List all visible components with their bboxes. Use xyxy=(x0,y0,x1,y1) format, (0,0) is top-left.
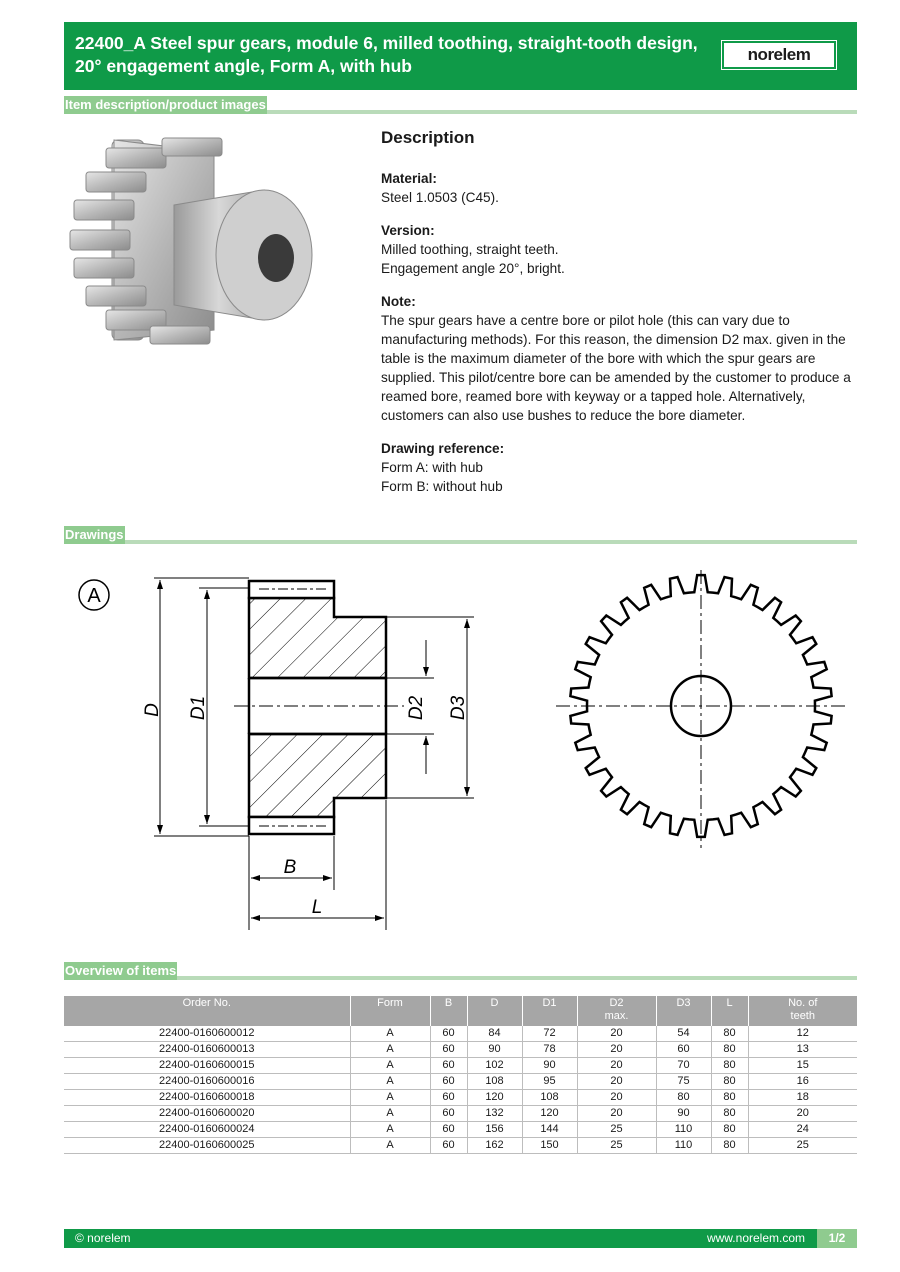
front-view xyxy=(556,570,846,848)
table-cell: 70 xyxy=(656,1058,711,1074)
table-cell: 60 xyxy=(430,1138,467,1154)
table-cell: 72 xyxy=(522,1026,577,1042)
table-row xyxy=(64,1138,857,1154)
table-cell: 25 xyxy=(748,1138,857,1154)
table-body xyxy=(64,1026,857,1154)
column-header: No. of teeth xyxy=(748,996,857,1026)
spur-gear-image xyxy=(64,130,329,350)
table-cell: A xyxy=(350,1090,430,1106)
table-cell: A xyxy=(350,1058,430,1074)
section-label: Overview of items xyxy=(65,963,177,978)
page-header xyxy=(64,22,857,90)
section-view xyxy=(234,581,404,834)
items-table xyxy=(64,996,857,1154)
table-row xyxy=(64,1042,857,1058)
version-block xyxy=(381,221,859,278)
section-item-description xyxy=(64,92,857,114)
table-cell: 22400-0160600016 xyxy=(64,1074,350,1090)
table-cell: 22400-0160600012 xyxy=(64,1026,350,1042)
dim-b-label: B xyxy=(283,857,297,878)
material-heading: Material: xyxy=(381,171,437,186)
table-cell: 15 xyxy=(748,1058,857,1074)
copyright: © norelem xyxy=(75,1231,131,1245)
table-cell: 156 xyxy=(467,1122,522,1138)
table-cell: 18 xyxy=(748,1090,857,1106)
version-line-1: Milled toothing, straight teeth. xyxy=(381,242,559,257)
table-cell: 13 xyxy=(748,1042,857,1058)
table-cell: 80 xyxy=(711,1058,748,1074)
table-cell: 54 xyxy=(656,1026,711,1042)
drawing-reference-line-2: Form B: without hub xyxy=(381,479,503,494)
table-cell: 22400-0160600018 xyxy=(64,1090,350,1106)
table-cell: 108 xyxy=(467,1074,522,1090)
table-cell: 120 xyxy=(522,1106,577,1122)
table-cell: 25 xyxy=(577,1138,656,1154)
table-cell: 84 xyxy=(467,1026,522,1042)
table-cell: 24 xyxy=(748,1122,857,1138)
table-row xyxy=(64,1026,857,1042)
note-block xyxy=(381,292,859,425)
column-header: D3 xyxy=(656,996,711,1026)
table-cell: 20 xyxy=(577,1058,656,1074)
description-panel xyxy=(381,128,859,510)
table-cell: 22400-0160600024 xyxy=(64,1122,350,1138)
table-cell: A xyxy=(350,1122,430,1138)
page-footer xyxy=(64,1229,857,1248)
table-cell: 60 xyxy=(430,1074,467,1090)
dim-l-label: L xyxy=(311,897,323,918)
table-cell: 20 xyxy=(577,1074,656,1090)
table-cell: 60 xyxy=(430,1058,467,1074)
table-cell: 95 xyxy=(522,1074,577,1090)
table-cell: 60 xyxy=(430,1090,467,1106)
table-cell: 80 xyxy=(711,1090,748,1106)
table-cell: 80 xyxy=(656,1090,711,1106)
table-cell: 75 xyxy=(656,1074,711,1090)
dim-d1-label: D1 xyxy=(188,695,209,721)
form-a-marker xyxy=(79,580,109,610)
norelem-logo xyxy=(721,40,837,70)
table-cell: 25 xyxy=(577,1122,656,1138)
material-text: Steel 1.0503 (C45). xyxy=(381,190,499,205)
website-link[interactable]: www.norelem.com xyxy=(706,1231,805,1245)
drawing-reference-block xyxy=(381,439,859,496)
table-cell: 108 xyxy=(522,1090,577,1106)
table-cell: 22400-0160600020 xyxy=(64,1106,350,1122)
table-row xyxy=(64,1074,857,1090)
table-cell: 12 xyxy=(748,1026,857,1042)
logo-text: norelem xyxy=(724,43,834,67)
table-cell: 80 xyxy=(711,1106,748,1122)
table-cell: 60 xyxy=(430,1042,467,1058)
column-header: B xyxy=(430,996,467,1026)
page-number: 1/2 xyxy=(817,1229,857,1248)
section-overview xyxy=(64,958,857,980)
table-row xyxy=(64,1106,857,1122)
table-cell: 80 xyxy=(711,1138,748,1154)
table-cell: 90 xyxy=(522,1058,577,1074)
table-cell: 60 xyxy=(656,1042,711,1058)
table-row xyxy=(64,1058,857,1074)
table-cell: 90 xyxy=(656,1106,711,1122)
note-text: The spur gears have a centre bore or pilot hole (this can vary due to manufacturing methods). For this reason, the dimension D2 max. given in the table is the maximum diameter of the bore with which the spur gears are supplied. This pilot/centre bore can be amended by the customer to produce a reamed bore, reamed bore with keyway or a tapped hole. Alternatively, customers can also use bushes to reduce the bore diameter. xyxy=(381,313,851,423)
table-cell: 110 xyxy=(656,1122,711,1138)
dim-d3-label: D3 xyxy=(448,695,469,721)
table-cell: 22400-0160600015 xyxy=(64,1058,350,1074)
table-cell: 80 xyxy=(711,1122,748,1138)
column-header: D xyxy=(467,996,522,1026)
table-cell: 132 xyxy=(467,1106,522,1122)
table-cell: 20 xyxy=(748,1106,857,1122)
table-cell: 162 xyxy=(467,1138,522,1154)
table-cell: 102 xyxy=(467,1058,522,1074)
table-cell: 144 xyxy=(522,1122,577,1138)
column-header: D2 max. xyxy=(577,996,656,1026)
table-cell: 150 xyxy=(522,1138,577,1154)
table-cell: 16 xyxy=(748,1074,857,1090)
table-cell: 78 xyxy=(522,1042,577,1058)
table-cell: 22400-0160600025 xyxy=(64,1138,350,1154)
table-cell: 60 xyxy=(430,1106,467,1122)
note-heading: Note: xyxy=(381,294,416,309)
drawing-reference-heading: Drawing reference: xyxy=(381,441,505,456)
column-header: Order No. xyxy=(64,996,350,1026)
column-header: Form xyxy=(350,996,430,1026)
column-header: L xyxy=(711,996,748,1026)
drawing-reference-line-1: Form A: with hub xyxy=(381,460,483,475)
table-cell: 80 xyxy=(711,1042,748,1058)
dim-d2-label: D2 xyxy=(406,695,427,721)
table-cell: A xyxy=(350,1106,430,1122)
table-cell: A xyxy=(350,1138,430,1154)
table-header-row xyxy=(64,996,857,1026)
table-cell: 60 xyxy=(430,1122,467,1138)
table-cell: 20 xyxy=(577,1106,656,1122)
dim-d-label: D xyxy=(142,703,163,717)
table-cell: 80 xyxy=(711,1074,748,1090)
section-label: Drawings xyxy=(65,527,124,542)
material-block xyxy=(381,169,859,207)
table-cell: 110 xyxy=(656,1138,711,1154)
table-cell: 80 xyxy=(711,1026,748,1042)
table-row xyxy=(64,1122,857,1138)
table-cell: A xyxy=(350,1042,430,1058)
description-title: Description xyxy=(381,128,475,147)
table-cell: 20 xyxy=(577,1026,656,1042)
table-row xyxy=(64,1090,857,1106)
form-label: A xyxy=(87,585,101,607)
table-cell: 90 xyxy=(467,1042,522,1058)
version-line-2: Engagement angle 20°, bright. xyxy=(381,261,565,276)
technical-drawing xyxy=(64,560,857,940)
table-cell: 60 xyxy=(430,1026,467,1042)
table-cell: 22400-0160600013 xyxy=(64,1042,350,1058)
table-cell: A xyxy=(350,1026,430,1042)
column-header: D1 xyxy=(522,996,577,1026)
table-cell: 20 xyxy=(577,1090,656,1106)
table-cell: A xyxy=(350,1074,430,1090)
table-cell: 20 xyxy=(577,1042,656,1058)
section-drawings xyxy=(64,522,857,544)
section-label: Item description/product images xyxy=(65,97,266,112)
page-title: 22400_A Steel spur gears, module 6, milled toothing, straight-tooth design, 20° engagement angle, Form A, with hub xyxy=(75,33,698,76)
table-cell: 120 xyxy=(467,1090,522,1106)
version-heading: Version: xyxy=(381,223,435,238)
